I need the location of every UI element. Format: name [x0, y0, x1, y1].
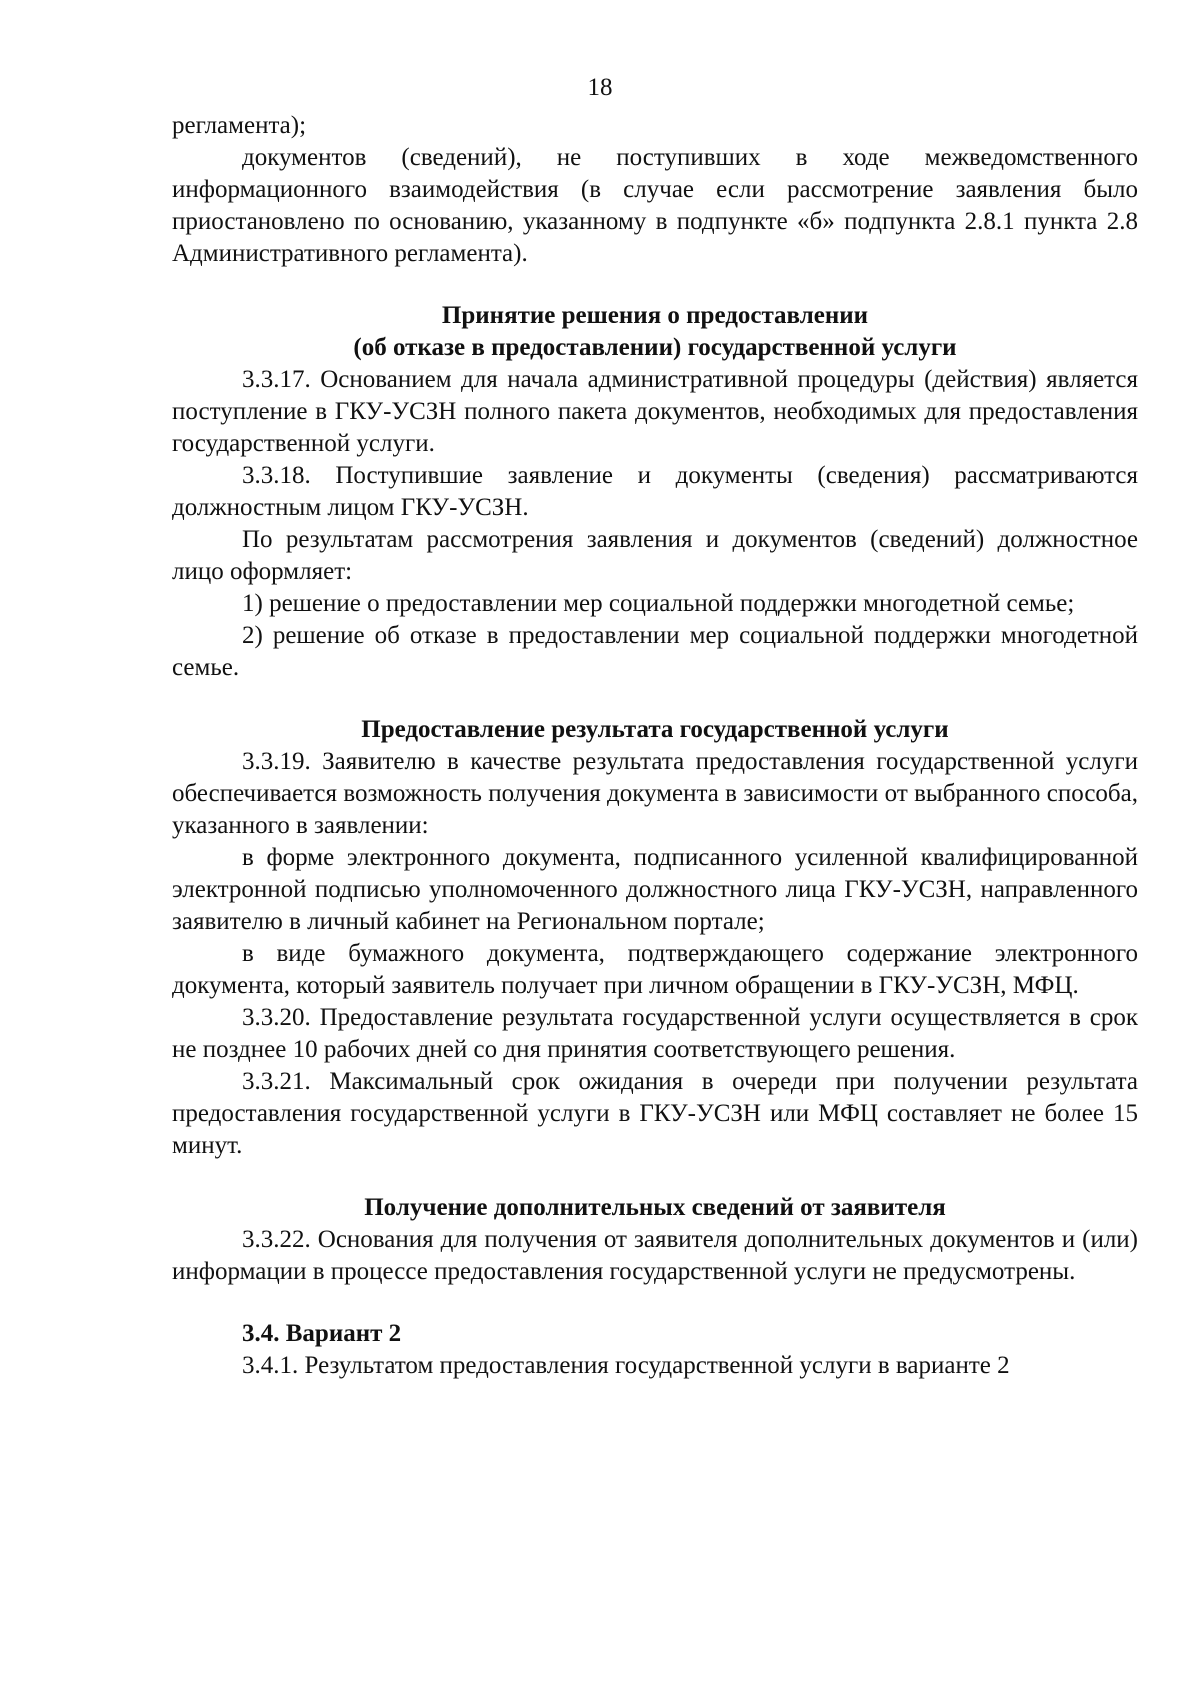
paragraph-3-3-18: 3.3.18. Поступившие заявление и документы (сведения) рассматриваются должностным лицом ГКУ-УСЗН.	[172, 462, 1138, 521]
heading-result-provision: Предоставление результата государственной услуги	[361, 716, 949, 743]
heading-decision-line1: Принятие решения о предоставлении	[441, 302, 869, 329]
page-number: 18	[587, 74, 613, 101]
heading-variant-2: 3.4. Вариант 2	[242, 1320, 402, 1347]
paragraph-3-3-22: 3.3.22. Основания для получения от заявителя дополнительных документов и (или) информации в процессе предоставления государственной услуги не предусмотрены.	[172, 1226, 1138, 1285]
heading-additional-info: Получение дополнительных сведений от заявителя	[364, 1194, 946, 1221]
paragraph-3-4-1: 3.4.1. Результатом предоставления государственной услуги в варианте 2	[242, 1352, 1010, 1379]
paragraph-electronic-form: в форме электронного документа, подписанного усиленной квалифицированной электронной подписью уполномоченного должностного лица ГКУ-УСЗН, направленного заявителю в личный кабинет на Региональном портале;	[172, 844, 1138, 935]
paragraph-reglament-end: регламента);	[172, 112, 307, 139]
paragraph-3-3-21: 3.3.21. Максимальный срок ожидания в очереди при получении результата предоставления государственной услуги в ГКУ-УСЗН или МФЦ составляет не более 15 минут.	[172, 1068, 1138, 1159]
paragraph-review-results: По результатам рассмотрения заявления и документов (сведений) должностное лицо оформляет:	[172, 526, 1138, 585]
paragraph-paper-form: в виде бумажного документа, подтверждающего содержание электронного документа, который заявитель получает при личном обращении в ГКУ-УСЗН, МФЦ.	[172, 940, 1138, 999]
page-content	[172, 110, 1138, 1382]
paragraph-documents-not-received: документов (сведений), не поступивших в ходе межведомственного информационного взаимодействия (в случае если рассмотрение заявления было приостановлено по основанию, указанному в подпункте «б» подпункта 2.8.1 пункта 2.8 Административного регламента).	[172, 144, 1138, 267]
paragraph-3-3-19: 3.3.19. Заявителю в качестве результата предоставления государственной услуги обеспечивается возможность получения документа в зависимости от выбранного способа, указанного в заявлении:	[172, 748, 1138, 839]
paragraph-3-3-20: 3.3.20. Предоставление результата государственной услуги осуществляется в срок не позднее 10 рабочих дней со дня принятия соответствующего решения.	[172, 1004, 1138, 1063]
list-item-decision-grant: 1) решение о предоставлении мер социальной поддержки многодетной семье;	[242, 590, 1075, 617]
paragraph-3-3-17: 3.3.17. Основанием для начала административной процедуры (действия) является поступление в ГКУ-УСЗН полного пакета документов, необходимых для предоставления государственной услуги.	[172, 366, 1138, 457]
heading-decision-line2: (об отказе в предоставлении) государственной услуги	[353, 334, 957, 361]
list-item-decision-refuse: 2) решение об отказе в предоставлении мер социальной поддержки многодетной семье.	[172, 622, 1138, 681]
